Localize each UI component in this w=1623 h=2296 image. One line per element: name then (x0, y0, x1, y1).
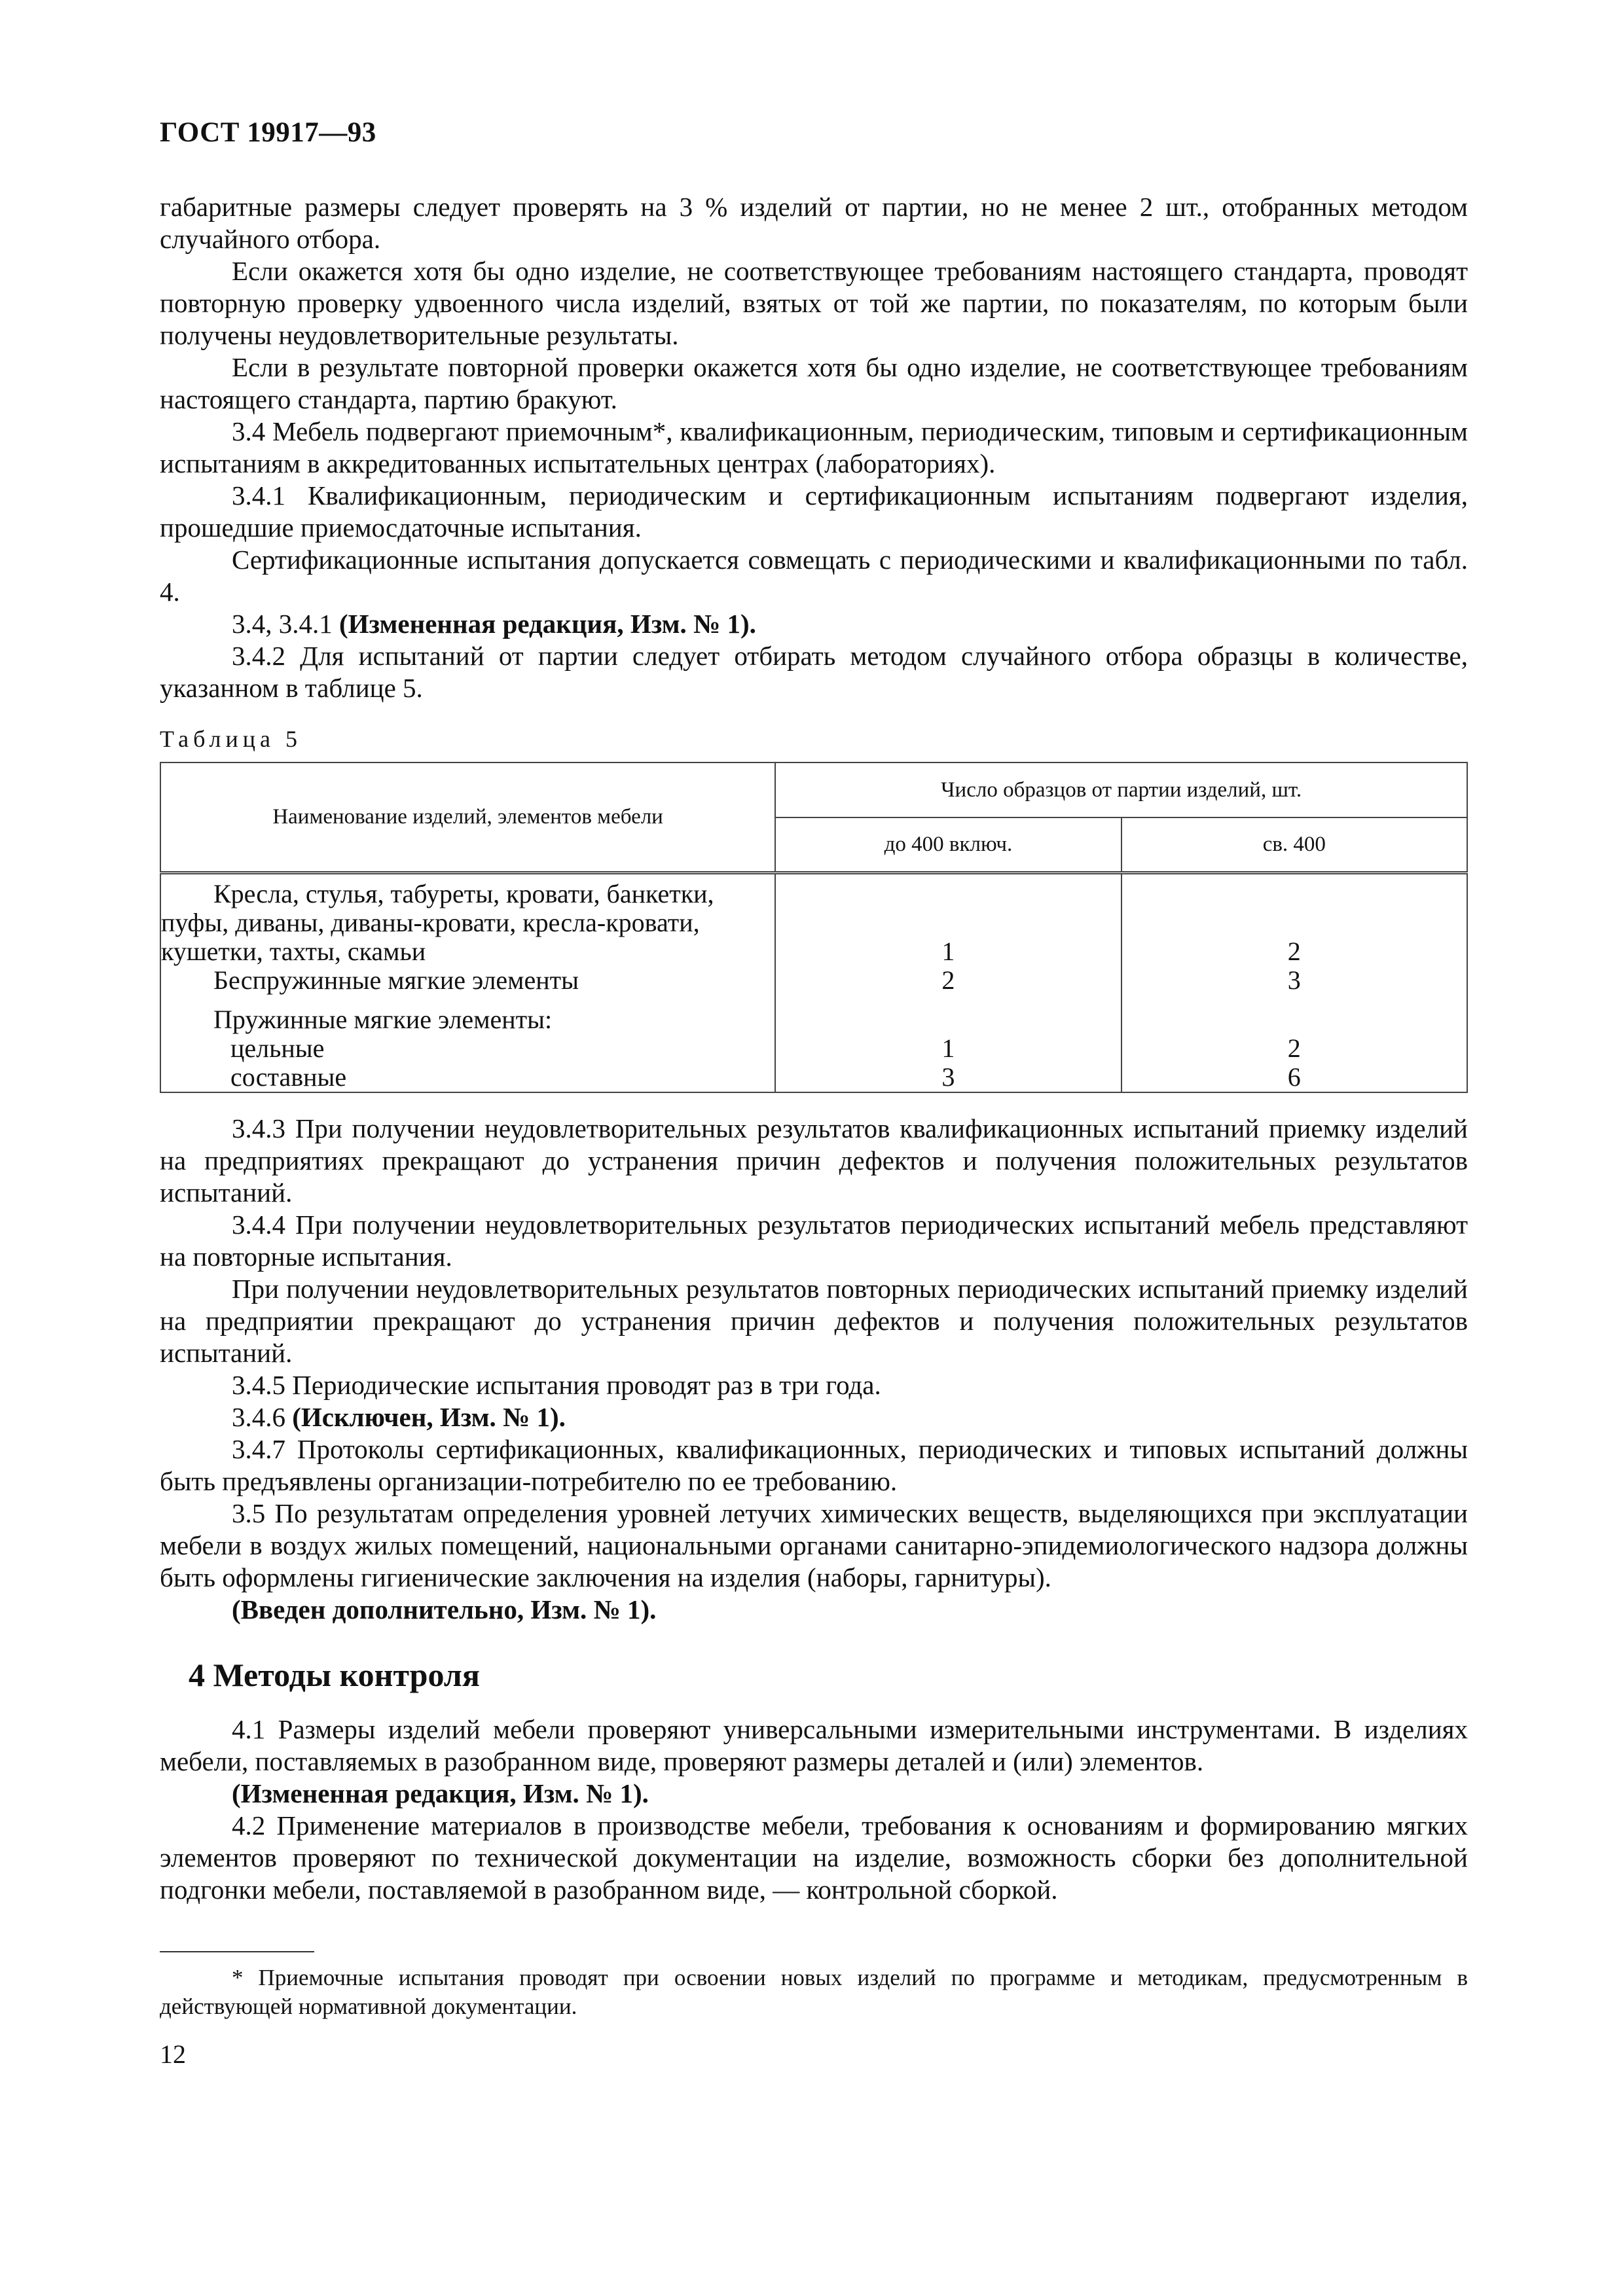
table-row (160, 1034, 1467, 1063)
body-text-part1 (160, 191, 1468, 704)
row-name-line: пуфы, диваны, диваны-кровати, кресла-кровати, (161, 907, 700, 937)
body-text-part2 (160, 1113, 1468, 1906)
clause-number: 3.4.6 (232, 1402, 293, 1432)
section-title: 4 Методы контроля (189, 1657, 480, 1693)
cell-up-to-400: 2 (775, 966, 1121, 995)
amendment-note (160, 608, 1468, 640)
paragraph: При получении неудовлетворительных результатов повторных периодических испытаний приемку изделий на предприятии прекращают до устранения причин дефектов и получения положительных результатов испытаний. (160, 1274, 1468, 1368)
amendment-bold: (Исключен, Изм. № 1). (292, 1402, 566, 1432)
amendment-note: (Измененная редакция, Изм. № 1). (232, 1778, 649, 1808)
paragraph: 4.1 Размеры изделий мебели проверяют универсальными измерительными инструментами. В изделиях мебели, поставляемых в разобранном виде, проверяют размеры деталей и (или) элементов. (160, 1714, 1468, 1776)
cell-up-to-400: 1 (775, 1034, 1121, 1063)
paragraph: Сертификационные испытания допускается совмещать с периодическими и квалификационными по табл. 4. (160, 545, 1468, 607)
table-row (160, 872, 1467, 966)
row-name: составные (160, 1063, 775, 1092)
paragraph: 3.4.2 Для испытаний от партии следует отбирать методом случайного отбора образцы в количестве, указанном в таблице 5. (160, 641, 1468, 703)
footnote: * Приемочные испытания проводят при освоении новых изделий по программе и методикам, предусмотренным в действующей нормативной документации. (160, 1965, 1468, 2019)
paragraph: 4.2 Применение материалов в производстве мебели, требования к основаниям и формированию мягких элементов проверяют по технической документации на изделие, возможность сборки без дополнительной подгонки мебели, поставляемой в разобранном виде, — контрольной сборкой. (160, 1810, 1468, 1905)
column-header-up-to-400: до 400 включ. (775, 817, 1121, 872)
row-name: Беспружинные мягкие элементы (160, 966, 775, 995)
paragraph: 3.4.4 При получении неудовлетворительных результатов периодических испытаний мебель представляют на повторные испытания. (160, 1210, 1468, 1272)
row-name-line: кушетки, тахты, скамьи (161, 936, 426, 966)
table-5 (160, 762, 1468, 1093)
paragraph (160, 1401, 1468, 1433)
row-name-line: Кресла, стулья, табуреты, кровати, банкетки, (213, 878, 714, 908)
footnote-divider (160, 1951, 314, 1952)
table-row (160, 995, 1467, 1034)
row-name: цельные (160, 1034, 775, 1063)
table-row (160, 1063, 1467, 1092)
cell-over-400: 6 (1122, 1063, 1467, 1092)
paragraph: габаритные размеры следует проверять на 3 % изделий от партии, но не менее 2 шт., отобранных методом случайного отбора. (160, 192, 1468, 254)
table-caption: Таблица 5 (160, 726, 302, 752)
amendment-note: (Введен дополнительно, Изм. № 1). (232, 1594, 657, 1624)
paragraph: 3.4.5 Периодические испытания проводят раз в три года. (232, 1370, 881, 1400)
page-number: 12 (160, 2039, 186, 2069)
document-header: ГОСТ 19917—93 (160, 117, 376, 148)
paragraph: Если в результате повторной проверки окажется хотя бы одно изделие, не соответствующее требованиям настоящего стандарта, партию бракуют. (160, 352, 1468, 414)
column-header-name: Наименование изделий, элементов мебели (160, 762, 775, 872)
paragraph: 3.4.1 Квалификационным, периодическим и сертификационным испытаниям подвергают изделия, прошедшие приемосдаточные испытания. (160, 480, 1468, 543)
paragraph: 3.5 По результатам определения уровней летучих химических веществ, выделяющихся при эксплуатации мебели в воздух жилых помещений, национальными органами санитарно-эпидемиологического надзора должны быть оформлены гигиенические заключения на изделия (наборы, гарнитуры). (160, 1498, 1468, 1592)
paragraph: 3.4.7 Протоколы сертификационных, квалификационных, периодических и типовых испытаний должны быть предъявлены организации-потребителю по ее требованию. (160, 1434, 1468, 1496)
paragraph: Если окажется хотя бы одно изделие, не соответствующее требованиям настоящего стандарта, проводят повторную проверку удвоенного числа изделий, взятых от той же партии, по показателям, по которым были получены неудовлетворительные результаты. (160, 256, 1468, 350)
cell-over-400: 2 (1122, 1034, 1467, 1063)
cell-over-400: 3 (1122, 966, 1467, 995)
column-header-group: Число образцов от партии изделий, шт. (775, 762, 1467, 817)
amendment-bold: (Измененная редакция, Изм. № 1). (339, 609, 756, 639)
cell-up-to-400: 1 (775, 872, 1121, 966)
paragraph: 3.4 Мебель подвергают приемочным*, квалификационным, периодическим, типовым и сертификационным испытаниям в аккредитованных испытательных центрах (лабораториях). (160, 416, 1468, 478)
amendment-prefix: 3.4, 3.4.1 (232, 609, 339, 639)
row-name: Пружинные мягкие элементы: (160, 995, 775, 1034)
paragraph: 3.4.3 При получении неудовлетворительных результатов квалификационных испытаний приемку изделий на предприятиях прекращают до устранения причин дефектов и получения положительных результатов испытаний. (160, 1113, 1468, 1208)
column-header-over-400: св. 400 (1122, 817, 1467, 872)
table-row (160, 966, 1467, 995)
cell-up-to-400: 3 (775, 1063, 1121, 1092)
cell-over-400: 2 (1122, 872, 1467, 966)
